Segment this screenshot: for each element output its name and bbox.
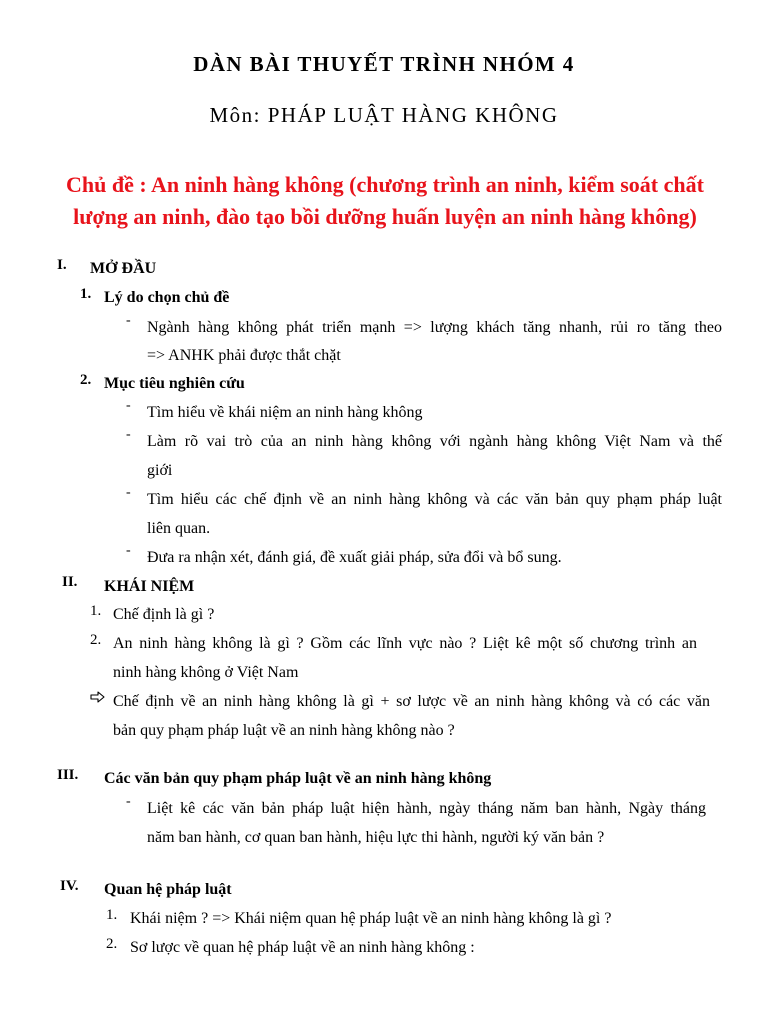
section-heading: Quan hệ pháp luật [104,881,232,898]
item-number: 2. [106,936,118,952]
bullet-text: Ngành hàng không phát triển mạnh => lượng khách tăng nhanh, rủi ro tăng theo [147,319,722,336]
section-heading: MỞ ĐẦU [90,260,157,277]
item-text: An ninh hàng không là gì ? Gồm các lĩnh vực nào ? Liệt kê một số chương trình an [113,635,697,652]
bullet-dash: - [126,485,131,500]
bullet-text-continued: => ANHK phải được thắt chặt [147,347,341,364]
item-number: 1. [90,603,102,619]
item-number: 2. [90,632,102,648]
item-text-continued: bản quy phạm pháp luật về an ninh hàng không nào ? [113,722,455,739]
bullet-dash: - [126,794,131,809]
item-number: 1. [80,286,92,302]
bullet-text: Tìm hiểu về khái niệm an ninh hàng không [147,404,423,421]
section-heading: KHÁI NIỆM [104,578,195,595]
bullet-text: Đưa ra nhận xét, đánh giá, đề xuất giải pháp, sửa đổi và bổ sung. [147,549,562,566]
section-numeral: IV. [60,878,79,894]
item-text-continued: ninh hàng không ở Việt Nam [113,664,299,681]
item-text: Khái niệm ? => Khái niệm quan hệ pháp luật về an ninh hàng không là gì ? [130,910,612,927]
bullet-dash: - [126,427,131,442]
subject-line: Môn: PHÁP LUẬT HÀNG KHÔNG [209,103,559,127]
bullet-text-continued: giới [147,462,173,479]
item-text: Chế định là gì ? [113,606,215,623]
arrow-right-icon [90,691,106,703]
bullet-text-continued: năm ban hành, cơ quan ban hành, hiệu lực thi hành, người ký văn bản ? [147,829,605,846]
section-numeral: I. [57,257,67,273]
bullet-dash: - [126,398,131,413]
item-text: Sơ lược về quan hệ pháp luật về an ninh hàng không : [130,939,475,956]
bullet-dash: - [126,543,131,558]
bullet-text: Làm rõ vai trò của an ninh hàng không với ngành hàng không Việt Nam và thế [147,433,722,450]
item-number: 1. [106,907,118,923]
section-numeral: III. [57,767,79,783]
bullet-dash: - [126,313,131,328]
item-number: 2. [80,372,92,388]
item-heading: Mục tiêu nghiên cứu [104,375,245,392]
topic-heading: Chủ đề : An ninh hàng không (chương trình an ninh, kiểm soát chất lượng an ninh, đào tạo bồi dưỡng huấn luyện an ninh hàng không) [66,172,704,229]
item-heading: Lý do chọn chủ đề [104,289,230,306]
section-numeral: II. [62,574,78,590]
item-text: Chế định về an ninh hàng không là gì + sơ lược về an ninh hàng không và có các văn [113,693,710,710]
document-title: DÀN BÀI THUYẾT TRÌNH NHÓM 4 [193,52,575,76]
bullet-text: Liệt kê các văn bản pháp luật hiện hành, ngày tháng năm ban hành, Ngày tháng [147,800,706,817]
bullet-text-continued: liên quan. [147,520,211,537]
bullet-text: Tìm hiểu các chế định về an ninh hàng không và các văn bản quy phạm pháp luật [147,491,722,508]
section-heading: Các văn bản quy phạm pháp luật về an ninh hàng không [104,770,492,787]
